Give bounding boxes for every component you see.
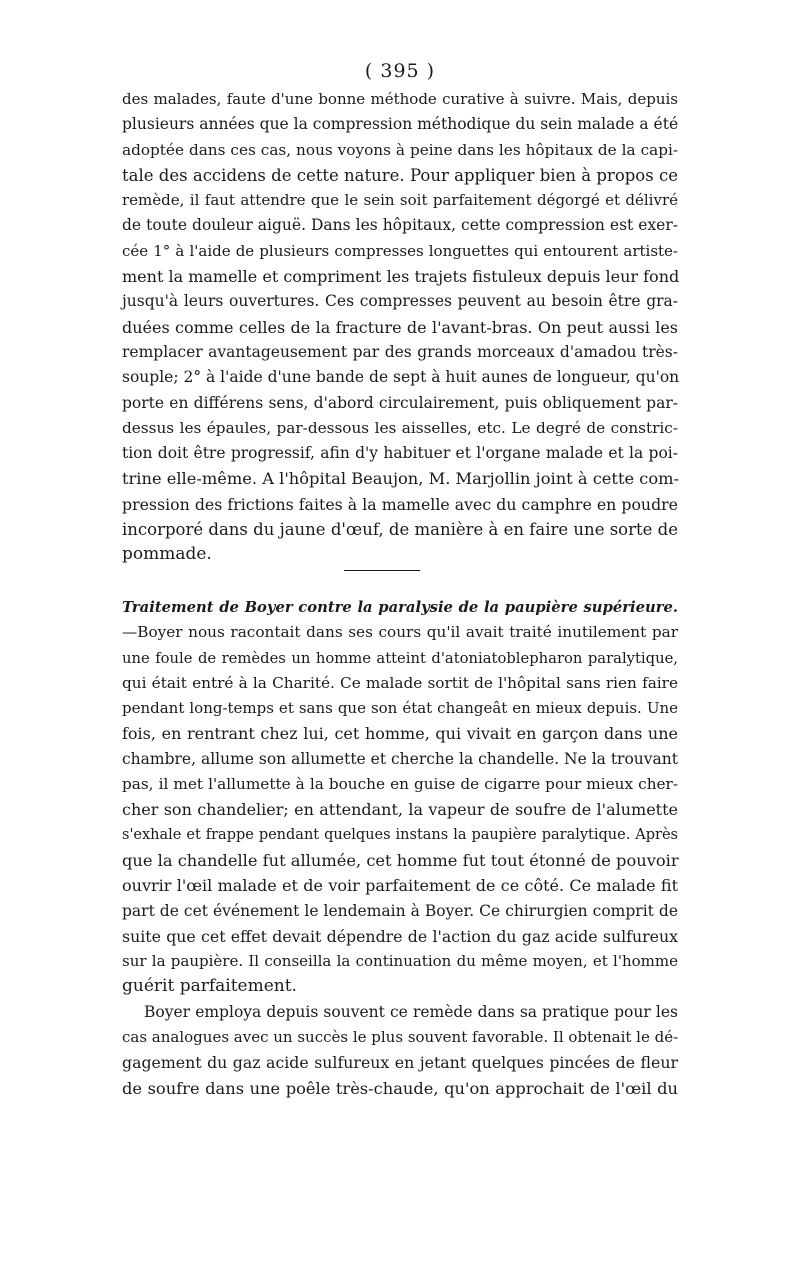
text-line: de soufre dans une poêle très-chaude, qu'on approchait de l'œil du bbox=[122, 1078, 678, 1098]
text-line: duées comme celles de la fracture de l'avant-bras. On peut aussi les bbox=[122, 317, 678, 337]
text-line: chambre, allume son allumette et cherche la chandelle. Ne la trouvant bbox=[122, 749, 678, 768]
text-line: incorporé dans du jaune d'œuf, de manière à en faire une sorte de bbox=[122, 520, 678, 540]
page-number: ( 395 ) bbox=[364, 60, 436, 82]
text-line: cée 1° à l'aide de plusieurs compresses longuettes qui entourent artiste- bbox=[122, 241, 678, 260]
text-line: de toute douleur aiguë. Dans les hôpitaux, cette compression est exer- bbox=[122, 216, 678, 235]
text-line: s'exhale et frappe pendant quelques instans la paupière paralytique. Après bbox=[122, 826, 678, 843]
section-title: Traitement de Boyer contre la paralysie de la paupière supérieure. bbox=[122, 599, 678, 616]
text-line: gagement du gaz acide sulfureux en jetant quelques pincées de fleur bbox=[122, 1053, 678, 1073]
text-line: —Boyer nous racontait dans ses cours qu'il avait traité inutilement par bbox=[122, 623, 678, 642]
text-line: cher son chandelier; en attendant, la vapeur de soufre de l'alumette bbox=[122, 800, 678, 820]
text-line: guérit parfaitement. bbox=[122, 976, 297, 997]
section-boyer bbox=[122, 595, 678, 1101]
text-line: porte en différens sens, d'abord circulairement, puis obliquement par- bbox=[122, 393, 678, 412]
text-line: qui était entré à la Charité. Ce malade sortit de l'hôpital sans rien faire bbox=[122, 673, 678, 692]
text-line: jusqu'à leurs ouvertures. Ces compresses peuvent au besoin être gra- bbox=[122, 292, 678, 311]
text-line: remède, il faut attendre que le sein soit parfaitement dégorgé et délivré bbox=[122, 191, 678, 210]
text-line: fois, en rentrant chez lui, cet homme, qui vivait en garçon dans une bbox=[122, 724, 678, 744]
text-line: ment la mamelle et compriment les trajets fistuleux depuis leur fond bbox=[122, 267, 680, 287]
section-divider bbox=[344, 570, 420, 571]
text-line: ouvrir l'œil malade et de voir parfaitement de ce côté. Ce malade fit bbox=[122, 876, 678, 896]
text-line: pendant long-temps et sans que son état changeât en mieux depuis. Une bbox=[122, 699, 678, 718]
text-line: sur la paupière. Il conseilla la continuation du même moyen, et l'homme bbox=[122, 952, 678, 971]
text-line: pas, il met l'allumette à la bouche en guise de cigarre pour mieux cher- bbox=[122, 775, 678, 794]
text-line: Boyer employa depuis souvent ce remède dans sa pratique pour les bbox=[144, 1002, 678, 1021]
text-line: pommade. bbox=[122, 544, 212, 565]
text-line: des malades, faute d'une bonne méthode curative à suivre. Mais, depuis bbox=[122, 90, 678, 108]
text-line: tale des accidens de cette nature. Pour appliquer bien à propos ce bbox=[122, 165, 678, 185]
text-line: souple; 2° à l'aide d'une bande de sept à huit aunes de longueur, qu'on bbox=[122, 368, 680, 387]
text-line: une foule de remèdes un homme atteint d'atoniatoblepharon paralytique, bbox=[122, 649, 678, 667]
text-line: plusieurs années que la compression méthodique du sein malade a été bbox=[122, 115, 679, 134]
text-line: trine elle-même. A l'hôpital Beaujon, M. Marjollin joint à cette com- bbox=[122, 469, 680, 489]
text-line: cas analogues avec un succès le plus souvent favorable. Il obtenait le dé- bbox=[122, 1028, 679, 1047]
text-line: dessus les épaules, par-dessous les aisselles, etc. Le degré de constric- bbox=[122, 418, 678, 437]
paragraph-compression bbox=[122, 87, 678, 568]
text-line: suite que cet effet devait dépendre de l'action du gaz acide sulfureux bbox=[122, 926, 678, 946]
text-line: que la chandelle fut allumée, cet homme fut tout étonné de pouvoir bbox=[122, 850, 679, 870]
text-line: pression des frictions faites à la mamelle avec du camphre en poudre bbox=[122, 494, 678, 514]
text-line: adoptée dans ces cas, nous voyons à peine dans les hôpitaux de la capi- bbox=[122, 140, 678, 159]
text-line: part de cet événement le lendemain à Boyer. Ce chirurgien comprit de bbox=[122, 901, 678, 920]
text-line: tion doit être progressif, afin d'y habituer et l'organe malade et la poi- bbox=[122, 444, 678, 463]
text-line: remplacer avantageusement par des grands morceaux d'amadou très- bbox=[122, 342, 678, 361]
